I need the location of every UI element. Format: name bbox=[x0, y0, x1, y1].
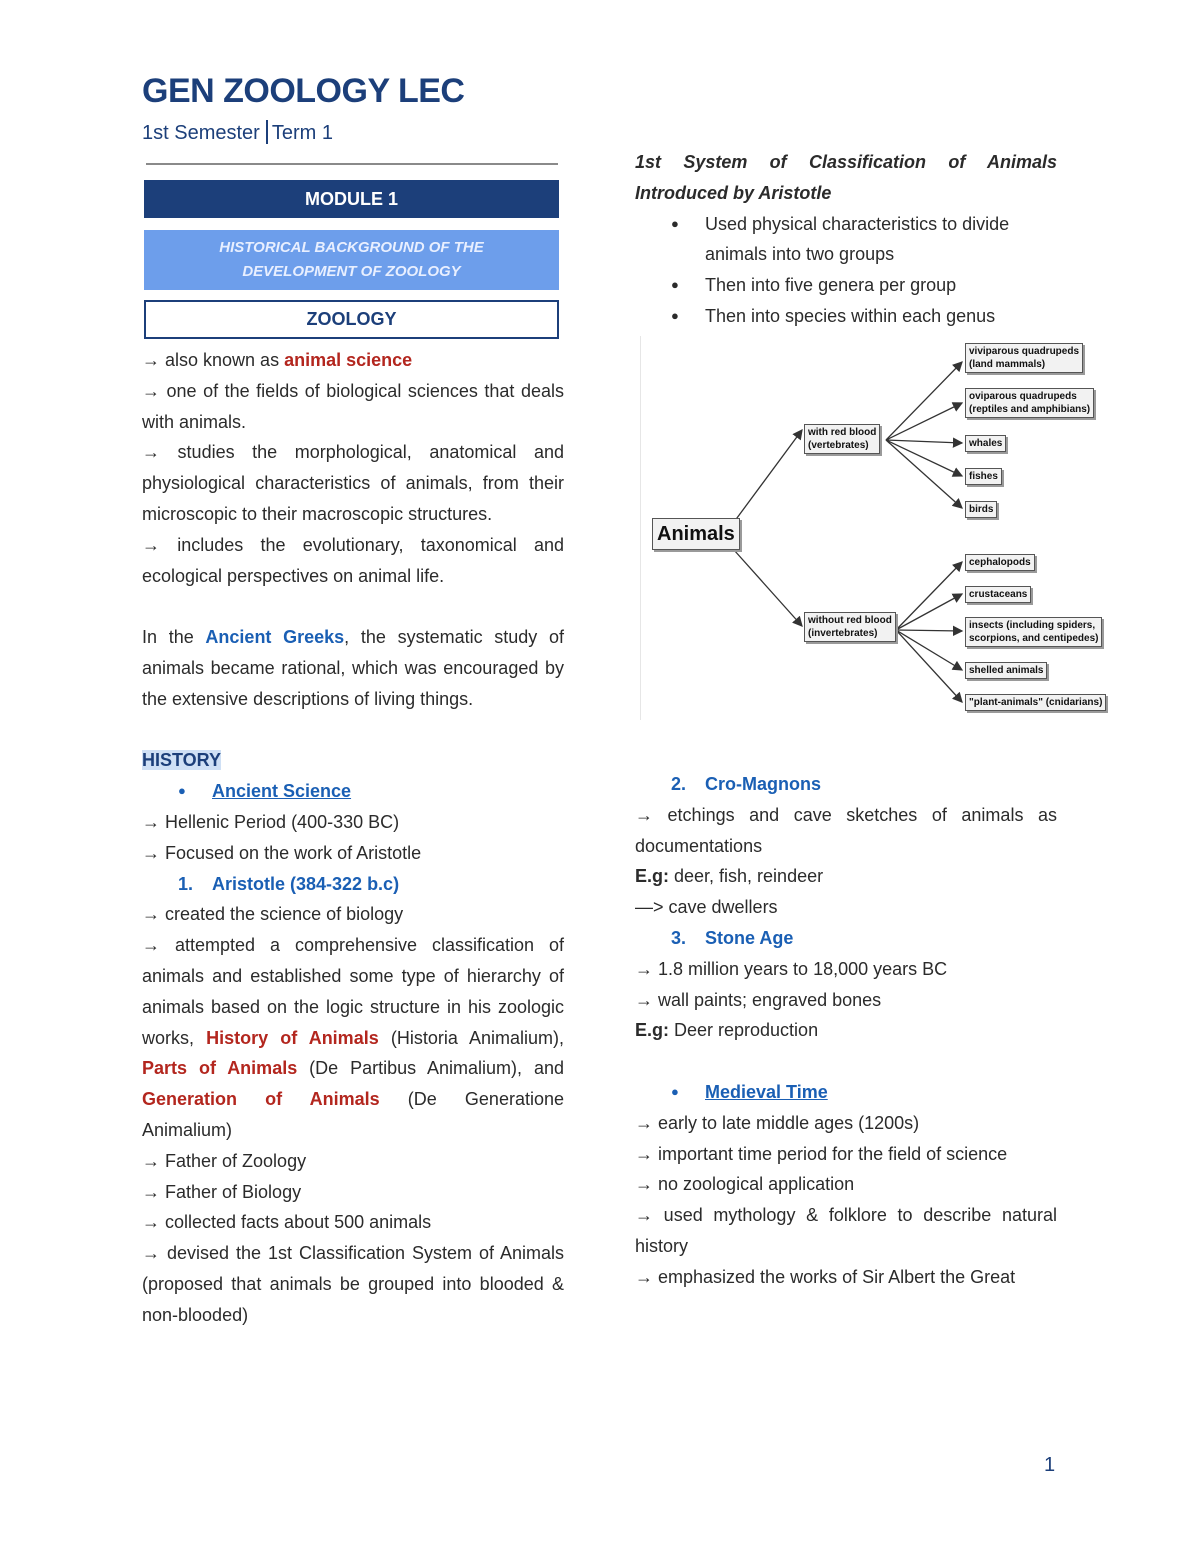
diagram-node-insects: insects (including spiders, scorpions, and centipedes) bbox=[965, 617, 1102, 647]
medieval-point-1: → early to late middle ages (1200s) bbox=[635, 1112, 920, 1133]
stone-age-years: → 1.8 million years to 18,000 years BC bbox=[635, 958, 948, 979]
subtitle-divider bbox=[266, 120, 268, 144]
zoology-point-2: → one of the fields of biological sciences that deals with animals. bbox=[142, 380, 564, 432]
cro-magnons-heading: 2. Cro-Magnons bbox=[671, 774, 821, 794]
classification-bullet-3: ● Then into species within each genus bbox=[635, 301, 1057, 332]
header-divider bbox=[146, 163, 558, 165]
diagram-node-plant-animals: "plant-animals" (cnidarians) bbox=[965, 694, 1106, 711]
diagram-node-viviparous: viviparous quadrupeds (land mammals) bbox=[965, 343, 1083, 373]
stone-age-wall-paints: → wall paints; engraved bones bbox=[635, 989, 882, 1010]
devised-classification: → devised the 1st Classification System of Animals (proposed that animals be grouped into blooded & non-blooded) bbox=[142, 1243, 564, 1325]
medieval-point-2: → important time period for the field of science bbox=[635, 1143, 1008, 1164]
aristotle-attempted: → attempted a comprehensive classification of animals and established some type of hierarchy of animals based on the logic structure in his zoologic works, History of Animals (Historia Animalium), Parts of Animals (De Partibus Animalium), and Generation of Animals (De Generatione Animalium) bbox=[142, 935, 564, 1140]
diagram-node-whales: whales bbox=[965, 435, 1006, 452]
zoology-point-3: → studies the morphological, anatomical and physiological characteristics of animals, from their microscopic to their macroscopic structures. bbox=[142, 442, 564, 524]
medieval-time-item[interactable] bbox=[635, 1077, 1057, 1108]
diagram-node-crustaceans: crustaceans bbox=[965, 586, 1031, 603]
classification-bullet-1: ● Used physical characteristics to divide animals into two groups bbox=[635, 209, 1057, 271]
generation-of-animals-term: Generation of Animals bbox=[142, 1089, 380, 1110]
diagram-node-oviparous: oviparous quadrupeds (reptiles and amphibians) bbox=[965, 388, 1094, 418]
aristotle-created: → created the science of biology bbox=[142, 904, 404, 925]
ancient-greeks-paragraph: In the Ancient Greeks, the systematic study of animals became rational, which was encouraged by the extensive descriptions of living things. bbox=[142, 627, 564, 709]
classification-bullet-2: ● Then into five genera per group bbox=[635, 270, 1057, 301]
ancient-science-link[interactable]: Ancient Science bbox=[212, 781, 352, 802]
cro-magnons-etchings: → etchings and cave sketches of animals as documentations bbox=[635, 804, 1057, 856]
left-column bbox=[142, 345, 564, 1331]
history-heading: HISTORY bbox=[142, 750, 222, 771]
right-column-bottom bbox=[635, 769, 1057, 1293]
diagram-node-shelled-animals: shelled animals bbox=[965, 662, 1047, 679]
medieval-point-3: → no zoological application bbox=[635, 1174, 855, 1195]
stone-age-heading: 3. Stone Age bbox=[671, 927, 794, 948]
document-subtitle bbox=[142, 120, 333, 145]
historical-banner: HISTORICAL BACKGROUND OF THE DEVELOPMENT OF ZOOLOGY bbox=[144, 230, 559, 290]
zoology-banner: ZOOLOGY bbox=[144, 300, 559, 339]
diagram-node-animals: Animals bbox=[652, 518, 740, 550]
right-column-top bbox=[635, 147, 1057, 332]
ancient-greeks-term: Ancient Greeks bbox=[205, 627, 345, 648]
medieval-time-link[interactable]: Medieval Time bbox=[705, 1081, 828, 1102]
hellenic-period: → Hellenic Period (400-330 BC) bbox=[142, 811, 400, 832]
history-of-animals-term: History of Animals bbox=[206, 1027, 379, 1048]
diagram-node-fishes: fishes bbox=[965, 468, 1002, 485]
aristotle-classification-diagram bbox=[640, 336, 1110, 722]
module-banner: MODULE 1 bbox=[144, 180, 559, 218]
cave-dwellers: —> cave dwellers bbox=[635, 897, 778, 918]
father-of-zoology: → Father of Zoology bbox=[142, 1150, 307, 1171]
father-of-biology: → Father of Biology bbox=[142, 1181, 302, 1202]
medieval-point-5: → emphasized the works of Sir Albert the Great bbox=[635, 1266, 1016, 1287]
animal-science-term: animal science bbox=[284, 350, 413, 370]
page-number: 1 bbox=[1044, 1454, 1056, 1476]
ancient-science-item[interactable] bbox=[142, 776, 564, 807]
zoology-point-4: → includes the evolutionary, taxonomical and ecological perspectives on animal life. bbox=[142, 534, 564, 586]
aristotle-heading: 1. Aristotle (384-322 b.c) bbox=[178, 873, 400, 894]
zoology-point-1: → also known as animal science bbox=[142, 350, 413, 370]
document-title: GEN ZOOLOGY LEC bbox=[142, 72, 465, 110]
diagram-node-birds: birds bbox=[965, 501, 997, 518]
term-label: Term 1 bbox=[271, 122, 333, 144]
diagram-node-without-red-blood: without red blood (invertebrates) bbox=[804, 612, 896, 642]
stone-age-example: E.g: Deer reproduction bbox=[635, 1020, 819, 1041]
diagram-node-with-red-blood: with red blood (vertebrates) bbox=[804, 424, 880, 454]
semester-label: 1st Semester bbox=[142, 122, 260, 144]
parts-of-animals-term: Parts of Animals bbox=[142, 1058, 298, 1079]
classification-heading: 1st System of Classification of Animals Introduced by Aristotle bbox=[635, 152, 1057, 203]
medieval-point-4: → used mythology & folklore to describe natural history bbox=[635, 1205, 1057, 1256]
collected-facts: → collected facts about 500 animals bbox=[142, 1212, 432, 1233]
cro-magnons-example: E.g: deer, fish, reindeer bbox=[635, 866, 824, 887]
diagram-node-cephalopods: cephalopods bbox=[965, 554, 1035, 571]
focused-aristotle: → Focused on the work of Aristotle bbox=[142, 842, 422, 863]
